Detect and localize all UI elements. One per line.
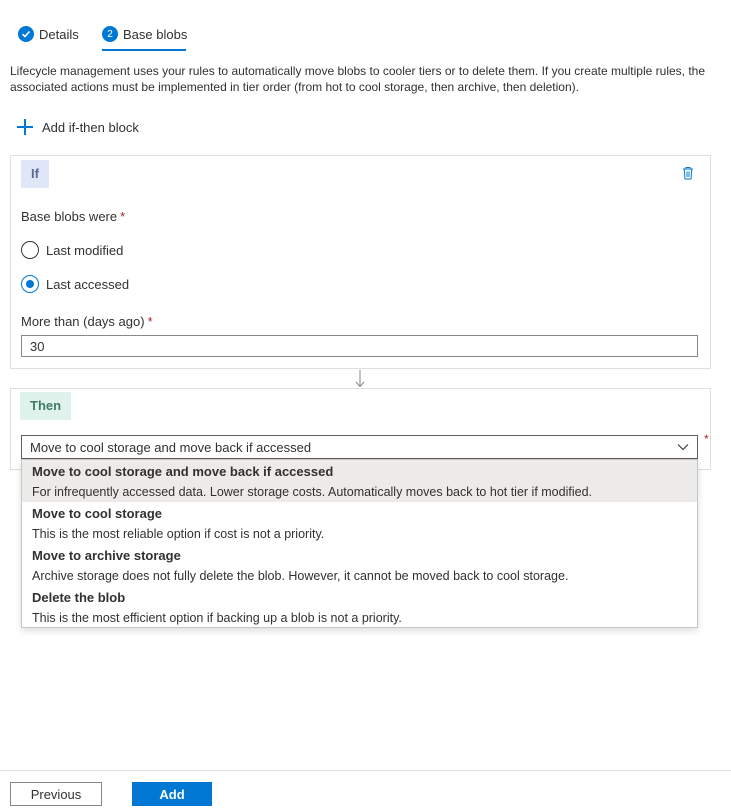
radio-circle-selected (21, 275, 39, 293)
check-icon (18, 26, 34, 42)
chevron-down-icon (677, 443, 689, 451)
delete-icon[interactable] (682, 166, 694, 180)
radio-last-accessed-label: Last accessed (46, 276, 130, 292)
days-ago-label (21, 314, 153, 329)
add-if-then-block-button[interactable] (16, 118, 139, 136)
required-mark: * (704, 432, 709, 446)
radio-last-modified-label: Last modified (46, 242, 124, 258)
active-tab-indicator (102, 49, 186, 51)
step-number-icon: 2 (102, 26, 118, 42)
add-button[interactable]: Add (132, 782, 212, 806)
option-move-to-archive[interactable] (22, 544, 697, 586)
days-ago-label-text: More than (days ago) (21, 314, 145, 329)
required-mark: * (147, 314, 153, 329)
option-description: Archive storage does not fully delete the blob. However, it cannot be moved back to cool storage. (32, 569, 569, 583)
option-move-to-cool-and-back[interactable] (22, 460, 697, 502)
option-title: Move to cool storage and move back if accessed (32, 464, 334, 479)
option-description: This is the most reliable option if cost is not a priority. (32, 527, 325, 541)
action-dropdown[interactable] (21, 435, 698, 459)
base-blobs-label-text: Base blobs were (21, 209, 118, 224)
action-dropdown-value: Move to cool storage and move back if accessed (30, 439, 312, 455)
action-dropdown-menu (21, 459, 698, 628)
previous-button[interactable]: Previous (10, 782, 102, 806)
tab-base-blobs[interactable] (102, 24, 187, 44)
days-ago-input[interactable] (21, 335, 698, 357)
base-blobs-label (21, 209, 125, 224)
if-chip: If (21, 160, 49, 188)
option-title: Move to archive storage (32, 548, 181, 563)
radio-circle (21, 241, 39, 259)
then-chip: Then (20, 392, 71, 420)
radio-last-accessed[interactable] (21, 275, 129, 293)
tab-details-label: Details (39, 26, 79, 42)
required-mark: * (120, 209, 126, 224)
option-description: For infrequently accessed data. Lower storage costs. Automatically moves back to hot tier if modified. (32, 485, 592, 499)
if-block (10, 155, 711, 369)
option-title: Move to cool storage (32, 506, 163, 521)
add-if-then-block-label: Add if-then block (42, 119, 139, 135)
footer-divider (0, 770, 731, 771)
intro-text: Lifecycle management uses your rules to automatically move blobs to cooler tiers or to delete them. If you create multiple rules, the associated actions must be implemented in tier order (from hot to cool storage, then archive, then deletion). (10, 64, 706, 94)
plus-icon (16, 118, 34, 136)
option-delete-blob[interactable] (22, 586, 697, 628)
tab-details[interactable] (18, 24, 79, 44)
option-move-to-cool[interactable] (22, 502, 697, 544)
option-title: Delete the blob (32, 590, 126, 605)
tab-base-blobs-label: Base blobs (123, 26, 188, 42)
arrow-down-icon (355, 370, 365, 388)
option-description: This is the most efficient option if backing up a blob is not a priority. (32, 611, 402, 625)
radio-last-modified[interactable] (21, 241, 123, 259)
